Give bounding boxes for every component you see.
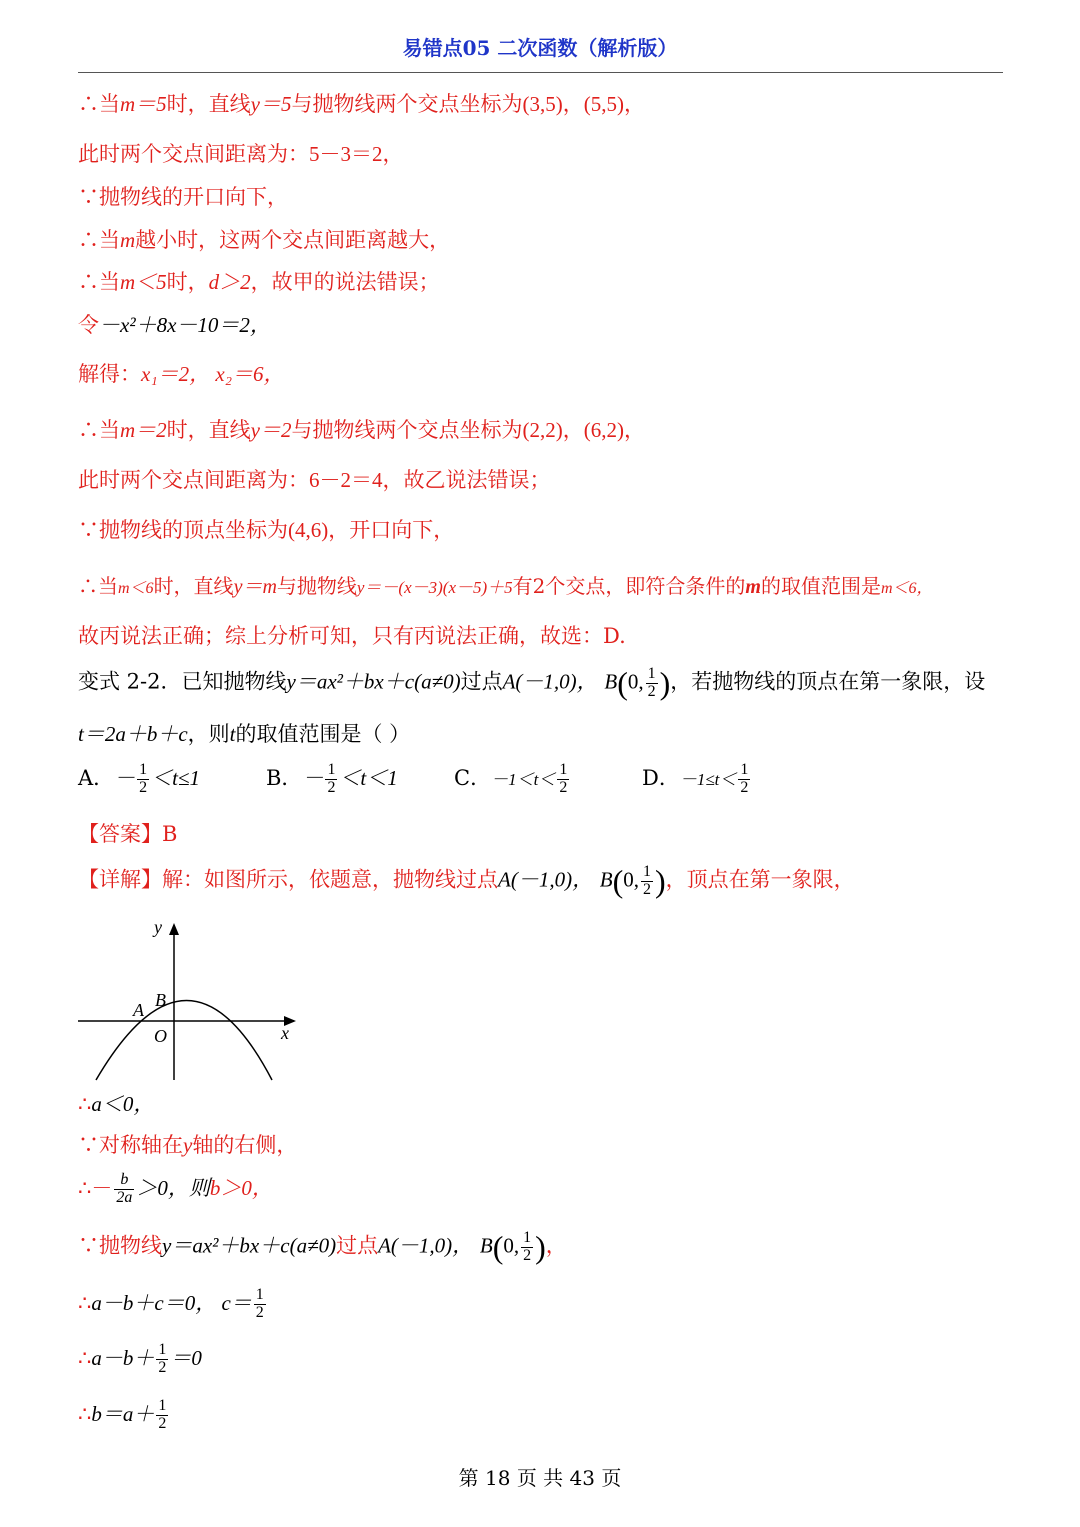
question-stem xyxy=(78,664,985,702)
numerator: 1 xyxy=(327,761,336,779)
text: 过点 xyxy=(336,1233,379,1258)
math: t xyxy=(229,722,236,746)
math: y＝m xyxy=(233,576,277,598)
option-a xyxy=(78,762,200,797)
fraction-half xyxy=(254,1287,266,1322)
math: a＜0， xyxy=(91,1092,155,1116)
denominator: 2 xyxy=(523,1246,532,1264)
text: 解：如图所示，依题意，抛物线过点 xyxy=(162,867,498,892)
line-m6-range xyxy=(78,574,933,599)
text: 时，直线 xyxy=(153,574,234,598)
numerator: 1 xyxy=(139,761,148,779)
denominator: 2 xyxy=(740,779,749,796)
math: (2,2)，(6,2)， xyxy=(522,418,645,442)
text: ∴ xyxy=(78,1345,92,1370)
math: － xyxy=(114,766,136,790)
denominator: 2 xyxy=(158,1414,167,1432)
text: ∵抛物线的顶点坐标为 xyxy=(78,518,288,542)
page-footer: 第 18 页 共 43 页 xyxy=(458,1466,622,1490)
math: m＝5 xyxy=(120,92,167,116)
line-opens-down: ∵抛物线的开口向下， xyxy=(78,185,288,209)
y-axis-arrow-icon xyxy=(169,923,179,935)
math: m xyxy=(745,576,761,598)
fraction-half xyxy=(557,762,569,797)
numerator: 1 xyxy=(647,664,656,682)
denominator: 2 xyxy=(255,1303,264,1321)
option-d xyxy=(642,762,752,797)
y-axis-label: y xyxy=(154,917,162,937)
denominator: 2 xyxy=(643,880,651,898)
math: t＝2a＋b＋c xyxy=(78,722,188,746)
paren: ) xyxy=(535,1229,546,1265)
text: 令 xyxy=(78,313,99,337)
text: ，顶点在第一象限， xyxy=(665,867,855,892)
text: ， xyxy=(545,1233,567,1258)
text: 的取值范围是 xyxy=(760,574,881,598)
text: 过点 xyxy=(460,669,503,694)
step-passes-points xyxy=(78,1228,567,1266)
text: ∴ xyxy=(78,1290,92,1315)
text: 的取值范围是（ ） xyxy=(235,722,411,746)
text: 解得： xyxy=(78,362,141,386)
step-axis-right xyxy=(78,1133,297,1158)
math: ＜t≤1 xyxy=(151,766,201,790)
math: B xyxy=(479,1233,493,1258)
math: m＜6， xyxy=(880,580,933,597)
math: － xyxy=(302,766,324,790)
line-m5-intersections xyxy=(78,92,645,117)
text: 有2个交点，即符合条件的 xyxy=(512,574,746,598)
numerator: b xyxy=(114,1172,134,1190)
option-b xyxy=(266,762,398,797)
text: 与抛物线两个交点坐标为 xyxy=(291,92,523,116)
paren: ) xyxy=(655,863,666,899)
math: (4,6) xyxy=(288,518,329,542)
denominator: 2 xyxy=(158,1358,167,1376)
denominator: 2 xyxy=(647,682,656,700)
parabola-figure xyxy=(74,915,314,1085)
numerator: 1 xyxy=(158,1341,167,1358)
math: b＝a＋ xyxy=(91,1401,155,1426)
x-axis-label: x xyxy=(281,1023,289,1043)
line-equation xyxy=(78,313,271,338)
point-a-label: A xyxy=(133,1000,144,1020)
numerator: 1 xyxy=(523,1228,532,1246)
text: 变式 2-2．已知抛物线 xyxy=(78,669,287,694)
math: －x²＋8x－10＝2， xyxy=(99,313,271,337)
fraction-b-over-2a xyxy=(114,1172,134,1207)
math: －1≤t＜ xyxy=(679,770,737,789)
text: ∴－ xyxy=(78,1175,113,1200)
text: ，开口向下， xyxy=(328,518,455,542)
numerator: 1 xyxy=(158,1397,167,1414)
step-b-positive xyxy=(78,1172,273,1207)
fraction-half xyxy=(641,864,653,899)
text: ∴ xyxy=(78,1092,92,1116)
math: a－b＋ xyxy=(91,1345,155,1370)
denominator: 2a xyxy=(116,1188,133,1206)
math: ＜t＜1 xyxy=(339,766,398,790)
option-c xyxy=(454,762,571,797)
fraction-half xyxy=(156,1342,168,1377)
math: x₁＝2， x₂＝6， xyxy=(141,362,285,386)
line-jia-wrong xyxy=(78,270,440,295)
text: 此时两个交点间距离为： xyxy=(78,142,309,166)
math: 6－2＝4 xyxy=(309,468,383,492)
detail-line xyxy=(78,862,855,900)
line-m-smaller xyxy=(78,228,450,253)
step-b-equals xyxy=(78,1398,170,1433)
numerator: 1 xyxy=(740,761,749,779)
paren: ( xyxy=(617,665,628,701)
math: －1＜t＜ xyxy=(491,770,556,789)
text: ∵抛物线 xyxy=(78,1233,162,1258)
math: B xyxy=(599,867,613,892)
text: 此时两个交点间距离为： xyxy=(78,468,309,492)
option-label: A． xyxy=(78,766,115,790)
text: 与抛物线两个交点坐标为 xyxy=(291,418,523,442)
detail-tag: 【详解】 xyxy=(78,867,162,892)
math: y＝ax²＋bx＋c(a≠0) xyxy=(162,1233,337,1258)
denominator: 2 xyxy=(327,779,336,796)
paren: ) xyxy=(659,665,671,701)
text: ，则 xyxy=(187,722,230,746)
denominator: 2 xyxy=(139,779,148,796)
option-label: C． xyxy=(454,766,492,790)
text: 时， xyxy=(166,270,209,294)
math: y＝－(x－3)(x－5)＋5 xyxy=(356,578,513,597)
math: m＜5 xyxy=(120,270,167,294)
math: y＝ax²＋bx＋c(a≠0) xyxy=(286,669,461,694)
point-b-label: B xyxy=(155,990,166,1010)
paren: ( xyxy=(612,863,624,899)
math: 0, xyxy=(503,1233,520,1258)
math: y xyxy=(183,1133,193,1157)
math: (3,5)，(5,5)， xyxy=(522,92,645,116)
fraction-half xyxy=(156,1398,168,1433)
parabola-curve xyxy=(96,1001,272,1081)
math: y＝2 xyxy=(250,418,292,442)
line-bing-correct: 故丙说法正确；综上分析可知，只有丙说法正确，故选：D. xyxy=(78,624,626,648)
text: ∴当 xyxy=(78,418,120,442)
text: ，故甲的说法错误； xyxy=(250,270,440,294)
text: ∵对称轴在 xyxy=(78,1133,183,1157)
option-label: B． xyxy=(266,766,303,790)
fraction-half xyxy=(521,1230,533,1265)
header-divider xyxy=(78,72,1003,73)
math: A(－1,0)， xyxy=(378,1233,474,1258)
origin-label: O xyxy=(154,1026,167,1046)
line-vertex xyxy=(78,518,454,543)
math: y＝5 xyxy=(250,92,292,116)
answer-line: 【答案】B xyxy=(78,822,178,846)
numerator: 1 xyxy=(255,1286,264,1303)
text: ∴当 xyxy=(78,92,120,116)
math: 5－3＝2， xyxy=(309,142,404,166)
math: ＞0，则 xyxy=(136,1175,210,1200)
option-label: D． xyxy=(642,766,680,790)
math: B xyxy=(604,669,618,694)
math: a－b＋c＝0， c＝ xyxy=(91,1290,252,1315)
text: ，若抛物线的顶点在第一象限，设 xyxy=(670,669,986,694)
text: 越小时，这两个交点间距离越大， xyxy=(135,228,451,252)
fraction-half xyxy=(325,762,337,797)
text: ∴ xyxy=(78,1401,92,1426)
line-distance-2 xyxy=(78,142,404,167)
math: m＝2 xyxy=(120,418,167,442)
numerator: 1 xyxy=(643,862,651,880)
step-a-negative xyxy=(78,1092,154,1117)
text: 时，直线 xyxy=(166,418,251,442)
denominator: 2 xyxy=(559,779,568,796)
line-solution xyxy=(78,362,285,387)
math: ＝0 xyxy=(170,1345,202,1370)
fraction-half xyxy=(137,762,149,797)
fraction-half xyxy=(738,762,750,797)
math: b＞0， xyxy=(209,1175,273,1200)
step-substitute xyxy=(78,1342,202,1377)
text: ，故乙说法错误； xyxy=(382,468,551,492)
math: m＜6 xyxy=(118,580,154,597)
math: d＞2 xyxy=(208,270,251,294)
math: 0, xyxy=(627,669,644,694)
math: m xyxy=(120,228,136,252)
step-c-half xyxy=(78,1287,268,1322)
math: A(－1,0)， xyxy=(502,669,598,694)
numerator: 1 xyxy=(559,761,568,779)
fraction-half xyxy=(646,666,658,701)
page-title: 易错点05 二次函数（解析版） xyxy=(402,36,678,60)
paren: ( xyxy=(492,1229,504,1265)
math: A(－1,0)， xyxy=(498,867,594,892)
math: 0, xyxy=(623,867,639,892)
question-stem-2 xyxy=(78,722,410,747)
text: ∴当 xyxy=(78,574,118,598)
text: ∴当 xyxy=(78,228,120,252)
line-m2-intersections xyxy=(78,418,645,443)
line-yi-wrong xyxy=(78,468,551,493)
text: 轴的右侧， xyxy=(192,1133,298,1157)
text: 时，直线 xyxy=(166,92,251,116)
text: ∴当 xyxy=(78,270,120,294)
text: 与抛物线 xyxy=(276,574,357,598)
